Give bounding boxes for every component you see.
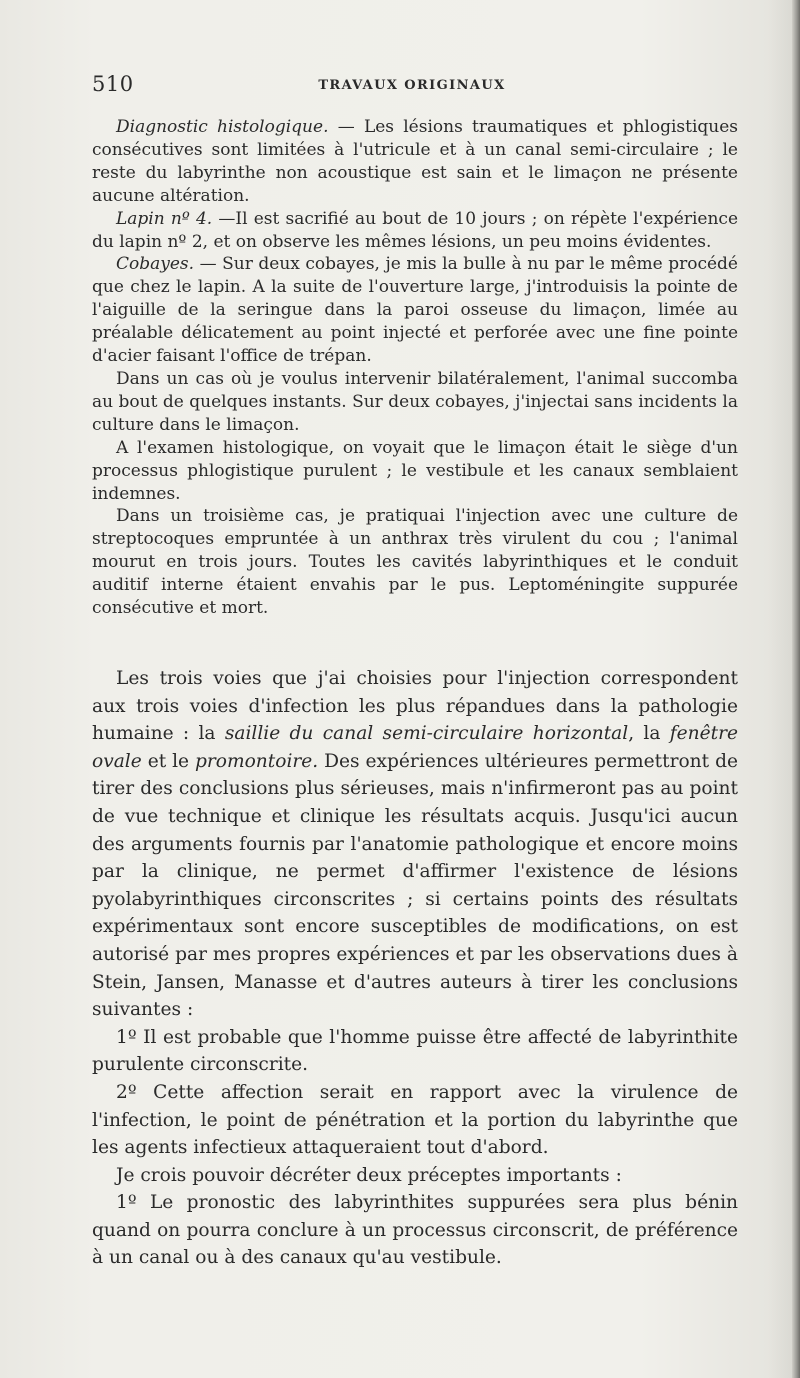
- run-in-heading: Cobayes.: [116, 254, 195, 275]
- emphasis: saillie du canal semi-circulaire horizontal: [224, 723, 629, 745]
- emphasis: fenêtre ovale: [92, 723, 739, 772]
- paragraph: Dans un cas où je voulus intervenir bilatéralement, l'animal succomba au bout de quelques instants. Sur deux cobayes, j'injectai sans incidents la culture dans le limaçon.: [92, 368, 738, 435]
- conclusion-item: 2º Cette affection serait en rapport avec la virulence de l'infection, le point de pénétration et la portion du labyrinthe que les agents infectieux attaqueraient tout d'abord.: [92, 1081, 738, 1159]
- emphasis: promontoire.: [195, 750, 319, 772]
- run-in-heading: Lapin nº 4.: [116, 208, 213, 229]
- conclusion-item: 1º Il est probable que l'homme puisse être affecté de labyrinthite purulente circonscrite.: [92, 1026, 738, 1076]
- precept-item: 1º Le pronostic des labyrinthites suppurées sera plus bénin quand on pourra conclure à un processus circonscrit, de préférence à un canal ou à des canaux qu'au vestibule.: [92, 1192, 738, 1269]
- paragraph: Dans un troisième cas, je pratiquai l'injection avec une culture de streptocoques empruntée à un anthrax très virulent du cou ; l'animal mourut en trois jours. Toutes les cavités labyrinthiques et le conduit auditif interne étaient envahis par le pus. Leptoméningite suppurée consécutive et mort.: [92, 506, 738, 619]
- paragraph: Je crois pouvoir décréter deux préceptes importants :: [116, 1164, 622, 1186]
- paragraph: Cobayes. — Sur deux cobayes, je mis la bulle à nu par le même procédé que chez le lapin. A la suite de l'ouverture large, j'introduisis la pointe de l'aiguille de la seringue dans la paroi osseuse du limaçon, limée au préalable délicatement au point injecté et perforée avec une fine pointe d'acier faisant l'office de trépan.: [92, 254, 738, 367]
- run-in-heading: Diagnostic histologique.: [116, 117, 329, 137]
- paragraph: Lapin nº 4. —Il est sacrifié au bout de 10 jours ; on répète l'expérience du lapin nº 2, et on observe les mêmes lésions, un peu moins évidentes.: [92, 208, 738, 252]
- paragraph: Les trois voies que j'ai choisies pour l'injection correspondent aux trois voies d'infection les plus répandues dans la pathologie humaine : la saillie du canal semi-circulaire horizontal, la fenêtre ovale et le promontoire. Des expériences ultérieures permettront de tirer des conclusions plus sérieuses, mais n'infirmeront pas au point de vue technique et clinique les résultats acquis. Jusqu'ici aucun des arguments fournis par l'anatomie pathologique et encore moins par la clinique, ne permet d'affirmer l'existence de lésions pyolabyrinthiques circonscrites ; si certains points des résultats expérimentaux sont encore susceptibles de modifications, on est autorisé par mes propres expériences et par les observations dues à Stein, Jansen, Manasse et d'autres auteurs à tirer les conclusions suivantes :: [92, 668, 739, 1021]
- small-type-section: [92, 116, 738, 620]
- page-header: [92, 72, 732, 102]
- page-number: 510: [92, 72, 134, 96]
- main-text-section: [92, 665, 738, 1272]
- paragraph: A l'examen histologique, on voyait que le limaçon était le siège d'un processus phlogistique purulent ; le vestibule et les canaux semblaient indemnes.: [92, 437, 738, 504]
- paragraph: Diagnostic histologique. — Les lésions traumatiques et phlogistiques consécutives sont limitées à l'utricule et à un canal semi-circulaire ; le reste du labyrinthe non acoustique est sain et le limaçon ne présente aucune altération.: [92, 117, 738, 206]
- running-head: TRAVAUX ORIGINAUX: [318, 78, 506, 93]
- page-spine-shadow: [792, 0, 800, 1378]
